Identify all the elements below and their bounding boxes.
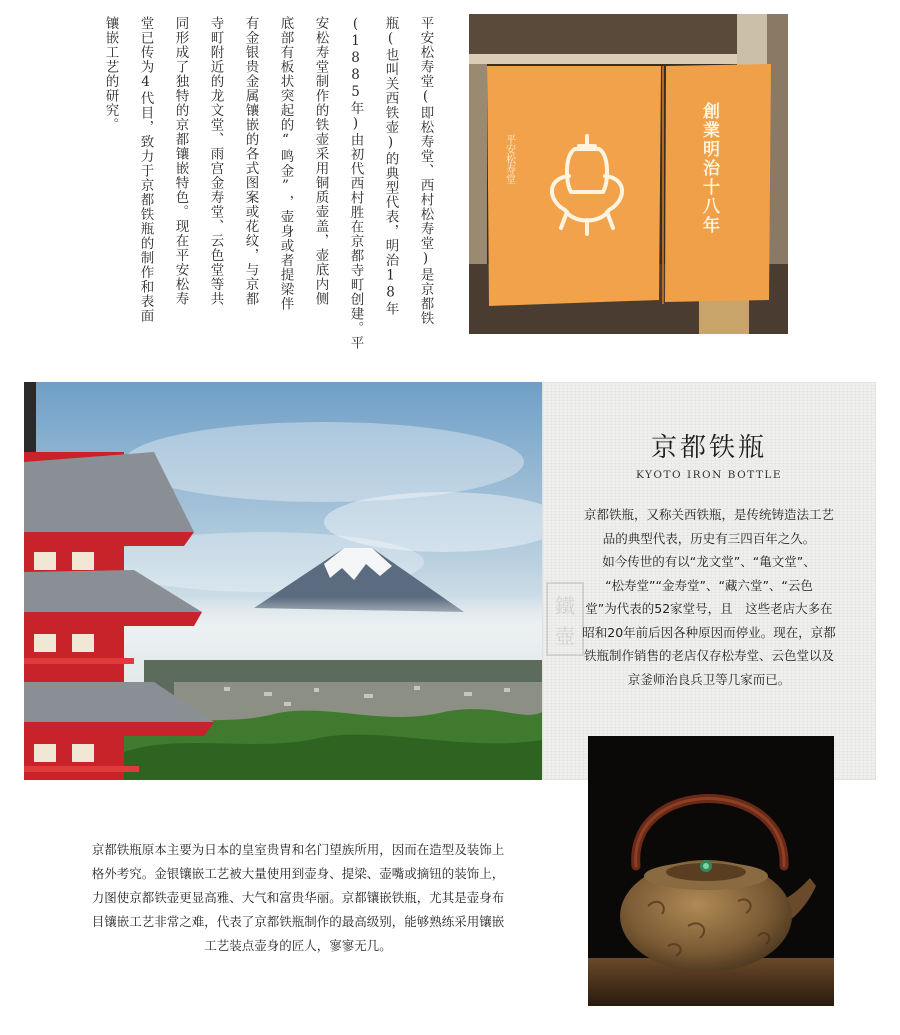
panel-line: 堂”为代表的52家堂号，且 这些老店大多在 xyxy=(585,601,833,616)
panel-subtitle: KYOTO IRON BOTTLE xyxy=(635,469,783,481)
panel-line: 如今传世的有以“龙文堂”、“亀文堂”、 xyxy=(602,554,816,569)
intro-column: (1885年)由初代西村胜在京都寺町创建。平 xyxy=(347,16,364,350)
noren-curtain-photo xyxy=(469,14,788,334)
intro-column: 寺町附近的龙文堂、雨宫金寿堂、云色堂等共 xyxy=(207,16,224,306)
description-line: 目镶嵌工艺非常之难，代表了京都铁瓶制作的最高级别，能够熟练采用镶嵌 xyxy=(91,914,505,929)
description-line: 格外考究。金银镶嵌工艺被大量使用到壶身、提梁、壶嘴或摘钮的装饰上， xyxy=(91,866,505,881)
noren-right-text: 創業明治十八年 xyxy=(699,102,719,235)
intro-vertical-text xyxy=(96,16,436,350)
noren-illustration xyxy=(469,14,788,334)
fuji-pagoda-photo xyxy=(24,382,542,780)
intro-column: 安松寿堂制作的铁壶采用铜质壶盖，壶底内侧 xyxy=(312,16,329,306)
panel-line: 京都铁瓶，又称关西铁瓶，是传统铸造法工艺 xyxy=(583,507,834,522)
panel-line: 铁瓶制作销售的老店仅存松寿堂、云色堂以及 xyxy=(583,648,834,663)
fuji-illustration xyxy=(24,382,542,780)
intro-column: 瓶(也叫关西铁壶)的典型代表，明治18年 xyxy=(382,16,399,316)
panel-line: 昭和20年前后因各种原因而停业。现在，京都 xyxy=(582,624,836,640)
teapot-illustration xyxy=(588,736,834,1006)
description-line: 工艺装点壶身的匠人，寥寥无几。 xyxy=(204,938,392,953)
svg-text:鐵: 鐵 xyxy=(555,594,575,618)
intro-column: 底部有板状突起的“鸣金”，壶身或者提梁伴 xyxy=(277,16,294,311)
intro-column: 镶嵌工艺的研究。 xyxy=(102,16,119,132)
inlay-description xyxy=(72,838,524,958)
panel-title: 京都铁瓶 xyxy=(650,433,767,463)
intro-column: 有金银贵金属镶嵌的各式图案或花纹，与京都 xyxy=(242,16,259,306)
panel-line: 品的典型代表，历史有三四百年之久。 xyxy=(602,530,816,546)
svg-text:壺: 壺 xyxy=(555,624,575,648)
panel-body xyxy=(565,503,853,691)
kyoto-iron-bottle-panel xyxy=(542,382,876,780)
panel-line: 京釜师治良兵卫等几家而已。 xyxy=(627,671,791,687)
description-line: 力图使京都铁壶更显高雅、大气和富贵华丽。京都镶嵌铁瓶，尤其是壶身布 xyxy=(91,890,505,905)
description-line: 京都铁瓶原本主要为日本的皇室贵胄和名门望族所用，因而在造型及装饰上 xyxy=(91,842,505,857)
intro-column: 平安松寿堂(即松寿堂、西村松寿堂)是京都铁 xyxy=(417,16,434,326)
iron-teapot-photo xyxy=(588,736,834,1006)
intro-column: 堂已传为4代目，致力于京都铁瓶的制作和表面 xyxy=(137,16,154,323)
intro-column: 同形成了独特的京都镶嵌特色。现在平安松寿 xyxy=(172,16,189,306)
panel-line: “松寿堂”“金寿堂”、“藏六堂”、“云色 xyxy=(605,577,813,593)
noren-left-text: 平安松寿堂 xyxy=(503,134,515,184)
